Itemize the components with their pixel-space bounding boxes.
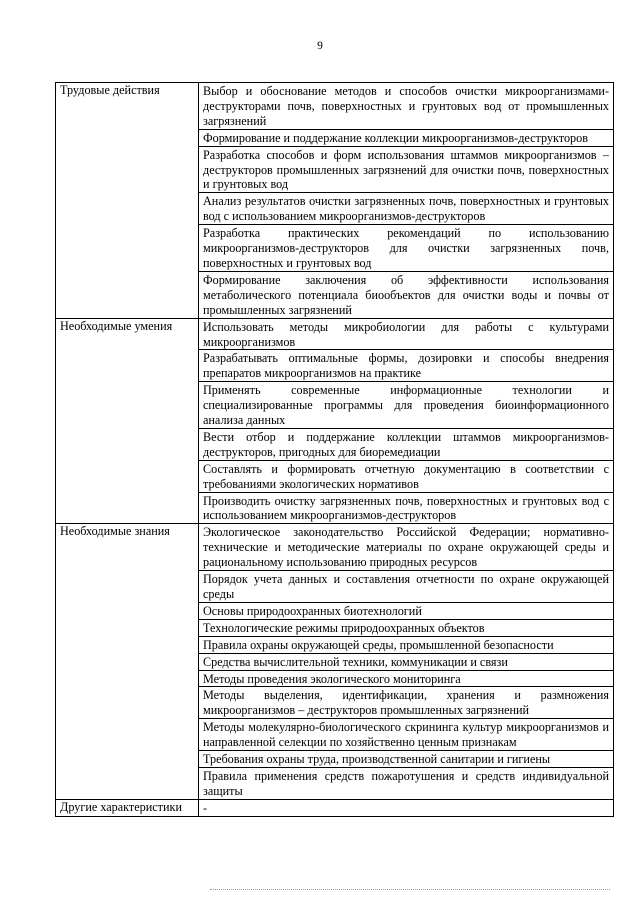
list-item: Анализ результатов очистки загрязненных почв, поверхностных и грунтовых вод с использованием микроорганизмов-деструкторов (199, 193, 613, 225)
list-item: Правила применения средств пожаротушения и средств индивидуальной защиты (203, 768, 609, 798)
footer-rule (210, 889, 610, 890)
table-row-other-characteristics (56, 799, 614, 816)
list-item: Разработка способов и форм использования штаммов микроорганизмов – деструкторов промышленных загрязнений для очистки почв, поверхностных и грунтовых вод (199, 147, 613, 194)
row-items (199, 83, 614, 319)
list-item: Методы проведения экологического мониторинга (199, 671, 613, 688)
row-items (199, 799, 614, 816)
table-row-required-knowledge (56, 524, 614, 799)
list-item: Правила охраны окружающей среды, промышленной безопасности (199, 637, 613, 654)
table-row-required-skills (56, 318, 614, 524)
list-item: Средства вычислительной техники, коммуникации и связи (199, 654, 613, 671)
row-items (199, 318, 614, 524)
list-item: Вести отбор и поддержание коллекции штаммов микроорганизмов-деструкторов, пригодных для биоремедиации (199, 429, 613, 461)
list-item: Экологическое законодательство Российской Федерации; нормативно-технические и методические материалы по охране окружающей среды и рациональному использованию природных ресурсов (199, 524, 613, 571)
list-item: Составлять и формировать отчетную документацию в соответствии с требованиями экологических нормативов (199, 461, 613, 493)
list-item: Требования охраны труда, производственной санитарии и гигиены (199, 751, 613, 768)
row-label: Необходимые умения (56, 318, 199, 524)
row-label: Трудовые действия (56, 83, 199, 319)
competency-table (55, 82, 614, 817)
list-item: Выбор и обоснование методов и способов очистки микроорганизмами-деструкторами почв, поверхностных и грунтовых вод от промышленных загрязнений (199, 83, 613, 130)
row-label: Необходимые знания (56, 524, 199, 799)
list-item: Формирование и поддержание коллекции микроорганизмов-деструкторов (199, 130, 613, 147)
list-item: - (203, 800, 208, 815)
list-item: Порядок учета данных и составления отчетности по охране окружающей среды (199, 571, 613, 603)
list-item: Методы выделения, идентификации, хранения и размножения микроорганизмов – деструкторов промышленных загрязнений (199, 687, 613, 719)
page-number: 9 (317, 40, 323, 52)
list-item: Формирование заключения об эффективности использования метаболического потенциала биообъектов для очистки воды и почвы от промышленных загрязнений (203, 272, 609, 317)
table-row-labor-actions (56, 83, 614, 319)
list-item: Технологические режимы природоохранных объектов (199, 620, 613, 637)
row-items (199, 524, 614, 799)
list-item: Применять современные информационные технологии и специализированные программы для проведения биоинформационного анализа данных (199, 382, 613, 429)
row-label: Другие характеристики (56, 799, 199, 816)
list-item: Методы молекулярно-биологического скрининга культур микроорганизмов и направленной селекции по хозяйственно ценным признакам (199, 719, 613, 751)
list-item: Производить очистку загрязненных почв, поверхностных и грунтовых вод с использованием микроорганизмов-деструкторов (203, 493, 609, 523)
list-item: Разрабатывать оптимальные формы, дозировки и способы внедрения препаратов микроорганизмов на практике (199, 350, 613, 382)
list-item: Использовать методы микробиологии для работы с культурами микроорганизмов (199, 319, 613, 351)
list-item: Основы природоохранных биотехнологий (199, 603, 613, 620)
list-item: Разработка практических рекомендаций по использованию микроорганизмов-деструкторов для очистки загрязненных почв, поверхностных и грунтовых вод (199, 225, 613, 272)
